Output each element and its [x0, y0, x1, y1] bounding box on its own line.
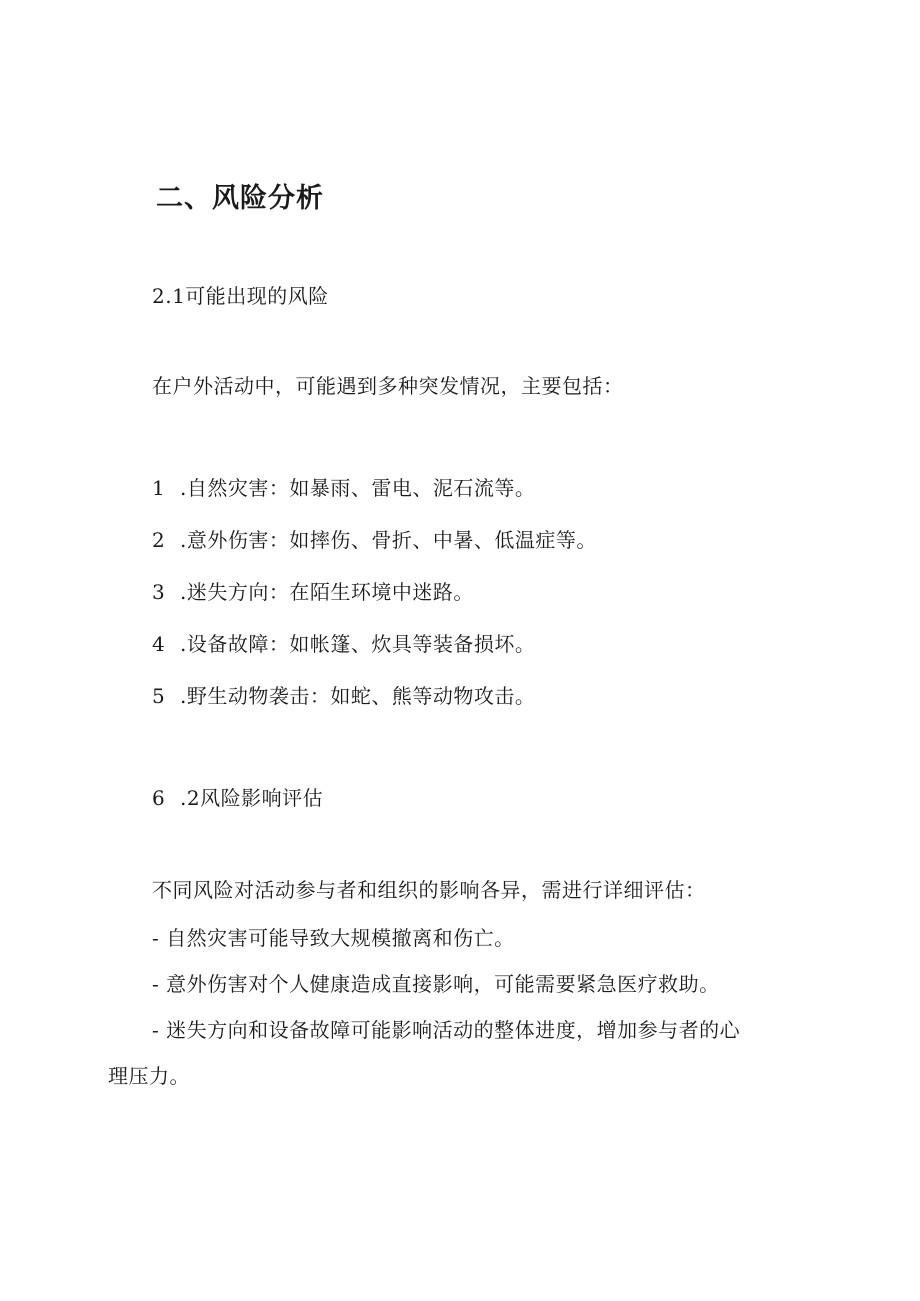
- risk-item-number: 1: [152, 476, 166, 500]
- risk-item-text: .设备故障：如帐篷、炊具等装备损坏。: [180, 632, 536, 656]
- risk-item-text: .意外伤害：如摔伤、骨折、中暑、低温症等。: [180, 528, 597, 552]
- section-title: 二、风险分析: [156, 183, 324, 214]
- subsection-number: 6: [152, 786, 166, 810]
- subsection-heading-2-2: [152, 784, 323, 812]
- intro-paragraph: 在户外活动中，可能遇到多种突发情况，主要包括：: [152, 374, 624, 398]
- impact-item: - 意外伤害对个人健康造成直接影响，可能需要紧急医疗救助。: [152, 972, 720, 996]
- impact-intro-paragraph: 不同风险对活动参与者和组织的影响各异，需进行详细评估：: [152, 878, 706, 902]
- risk-item: [152, 526, 597, 554]
- impact-item: - 迷失方向和设备故障可能影响活动的整体进度，增加参与者的心: [152, 1018, 741, 1042]
- risk-item-text: .迷失方向：在陌生环境中迷路。: [180, 580, 474, 604]
- impact-item-continuation: 理压力。: [108, 1064, 190, 1088]
- risk-item-number: 3: [152, 580, 166, 604]
- risk-item: [152, 578, 474, 606]
- risk-item-text: .自然灾害：如暴雨、雷电、泥石流等。: [180, 476, 536, 500]
- risk-item-number: 2: [152, 528, 166, 552]
- risk-item: [152, 630, 535, 658]
- risk-item-text: .野生动物袭击：如蛇、熊等动物攻击。: [180, 684, 536, 708]
- risk-item-number: 4: [152, 632, 166, 656]
- risk-item: [152, 474, 535, 502]
- subsection-heading-2-1: 2.1可能出现的风险: [152, 284, 329, 308]
- impact-item: - 自然灾害可能导致大规模撤离和伤亡。: [152, 926, 515, 950]
- subsection-text: .2风险影响评估: [180, 786, 324, 810]
- risk-item-number: 5: [152, 684, 166, 708]
- risk-item: [152, 682, 535, 710]
